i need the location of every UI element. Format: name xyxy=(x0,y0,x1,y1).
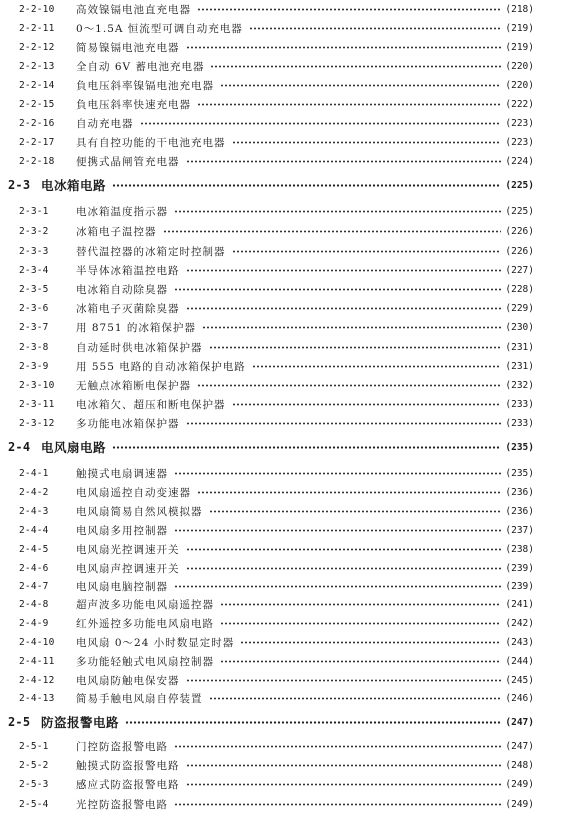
dot-leader xyxy=(232,403,502,406)
toc-entry xyxy=(0,202,562,220)
toc-title: 电风扇简易自然风模拟器 xyxy=(76,505,203,518)
toc-title: 多功能轻触式电风扇控制器 xyxy=(76,655,214,668)
toc-number: 2-2-11 xyxy=(19,22,55,34)
dot-leader xyxy=(220,84,501,87)
toc-title: 电冰箱欠、超压和断电保护器 xyxy=(76,398,226,411)
toc-title: 电风扇光控调速开关 xyxy=(76,543,180,556)
toc-title: 負电压斜率镍镉电池充电器 xyxy=(76,79,214,92)
dot-leader xyxy=(125,721,501,724)
toc-title: 门控防盗报警电路 xyxy=(76,740,168,753)
dot-leader xyxy=(174,803,501,806)
toc-title: 触摸式防盗报警电路 xyxy=(76,759,180,772)
toc-title: 电风扇电脑控制器 xyxy=(76,580,168,593)
dot-leader xyxy=(209,510,502,513)
dot-leader xyxy=(186,783,502,786)
toc-number: 2-3-7 xyxy=(19,321,49,333)
toc-number: 2-2-18 xyxy=(19,155,55,167)
toc-title: 便携式晶闸管充电器 xyxy=(76,155,180,168)
dot-leader xyxy=(186,269,502,272)
toc-title: 电冰箱温度指示器 xyxy=(76,205,168,218)
toc-page-number: (232) xyxy=(505,379,534,391)
toc-entry xyxy=(0,652,562,670)
dot-leader xyxy=(232,141,502,144)
toc-page-number: (226) xyxy=(505,225,534,237)
toc-title: 全自动 6V 蓄电池充电器 xyxy=(76,60,205,73)
dot-leader xyxy=(249,27,502,30)
toc-title: 用 555 电路的自动冰箱保护电路 xyxy=(76,360,246,373)
toc-entry xyxy=(0,222,562,240)
dot-leader xyxy=(140,122,502,125)
toc-title: 光控防盗报警电路 xyxy=(76,798,168,811)
dot-leader xyxy=(186,679,502,682)
toc-number: 2-2-16 xyxy=(19,117,55,129)
dot-leader xyxy=(220,603,501,606)
toc-entry xyxy=(0,261,562,279)
toc-page-number: (219) xyxy=(505,41,534,53)
toc-entry xyxy=(0,737,562,755)
toc-number: 2-2-13 xyxy=(19,60,55,72)
toc-entry xyxy=(0,242,562,260)
dot-leader xyxy=(197,8,501,11)
toc-entry xyxy=(0,152,562,170)
toc-page-number: (249) xyxy=(505,798,534,810)
toc-page-number: (236) xyxy=(505,486,534,498)
toc-entry xyxy=(0,756,562,774)
dot-leader xyxy=(202,326,501,329)
toc-page-number: (235) xyxy=(505,467,534,479)
toc-number: 2-2-17 xyxy=(19,136,55,148)
toc-page-number: (223) xyxy=(505,136,534,148)
toc-number: 2-5-2 xyxy=(19,759,49,771)
dot-leader xyxy=(174,288,501,291)
toc-title: 简易手触电风扇自停装置 xyxy=(76,692,203,705)
toc-title: 电风扇多用控制器 xyxy=(76,524,168,537)
toc-title: 自动充电器 xyxy=(76,117,134,130)
toc-entry xyxy=(0,671,562,689)
dot-leader xyxy=(252,365,502,368)
toc-title: 红外遥控多功能电风扇电路 xyxy=(76,617,214,630)
toc-entry xyxy=(0,299,562,317)
dot-leader xyxy=(197,491,501,494)
toc-entry xyxy=(0,95,562,113)
toc-entry xyxy=(0,595,562,613)
toc-entry xyxy=(0,0,562,18)
toc-page-number: (225) xyxy=(505,205,534,217)
toc-number: 2-4-12 xyxy=(19,674,55,686)
toc-title: 自动延时供电冰箱保护器 xyxy=(76,341,203,354)
dot-leader xyxy=(197,384,501,387)
toc-number: 2-4-4 xyxy=(19,524,49,536)
dot-leader xyxy=(174,472,501,475)
dot-leader xyxy=(197,103,501,106)
toc-entry xyxy=(0,464,562,482)
toc-number: 2-2-12 xyxy=(19,41,55,53)
toc-page-number: (244) xyxy=(505,655,534,667)
toc-number: 2-4-8 xyxy=(19,598,49,610)
dot-leader xyxy=(186,567,502,570)
toc-number: 2-4-11 xyxy=(19,655,55,667)
toc-page-number: (243) xyxy=(505,636,534,648)
toc-title: 电风扇遥控自动变速器 xyxy=(76,486,191,499)
dot-leader xyxy=(220,622,501,625)
toc-title: 电风扇声控调速开关 xyxy=(76,562,180,575)
toc-number: 2-4-10 xyxy=(19,636,55,648)
toc-page-number: (218) xyxy=(505,3,534,15)
toc-page-number: (247) xyxy=(505,740,534,752)
toc-entry xyxy=(0,133,562,151)
toc-page-number: (235) xyxy=(505,441,534,453)
toc-page-number: (228) xyxy=(505,283,534,295)
dot-leader xyxy=(186,160,502,163)
toc-entry xyxy=(0,280,562,298)
toc-number: 2-5-3 xyxy=(19,778,49,790)
toc-number: 2-5-1 xyxy=(19,740,49,752)
toc-number: 2-3-3 xyxy=(19,245,49,257)
toc-entry xyxy=(0,502,562,520)
toc-page-number: (248) xyxy=(505,759,534,771)
toc-title: 电风扇防触电保安器 xyxy=(76,674,180,687)
toc-entry xyxy=(0,483,562,501)
toc-number: 2-5 xyxy=(8,715,31,729)
toc-title: 多功能电冰箱保护器 xyxy=(76,417,180,430)
toc-title: 冰箱电子温控器 xyxy=(76,225,157,238)
toc-title: 简易镍镉电池充电器 xyxy=(76,41,180,54)
toc-page-number: (226) xyxy=(505,245,534,257)
toc-page-number: (224) xyxy=(505,155,534,167)
toc-number: 2-4-9 xyxy=(19,617,49,629)
dot-leader xyxy=(186,764,502,767)
dot-leader xyxy=(220,660,501,663)
toc-entry xyxy=(0,114,562,132)
toc-entry xyxy=(0,76,562,94)
toc-entry xyxy=(0,19,562,37)
toc-number: 2-3-4 xyxy=(19,264,49,276)
dot-leader xyxy=(209,697,502,700)
toc-title: 电冰箱自动除臭器 xyxy=(76,283,168,296)
toc-entry xyxy=(0,318,562,336)
toc-page-number: (223) xyxy=(505,117,534,129)
toc-number: 2-3-6 xyxy=(19,302,49,314)
toc-entry xyxy=(0,521,562,539)
dot-leader xyxy=(174,745,501,748)
toc-entry xyxy=(0,559,562,577)
toc-number: 2-4-1 xyxy=(19,467,49,479)
toc-title: 用 8751 的冰箱保护器 xyxy=(76,321,196,334)
toc-page-number: (227) xyxy=(505,264,534,276)
toc-entry xyxy=(0,689,562,707)
toc-page-number: (241) xyxy=(505,598,534,610)
toc-section-heading xyxy=(0,711,562,733)
toc-entry xyxy=(0,795,562,813)
toc-page-number: (242) xyxy=(505,617,534,629)
toc-title: 0～1.5A 恒流型可调自动充电器 xyxy=(76,22,243,35)
toc-title: 电风扇 0～24 小时数显定时器 xyxy=(76,636,235,649)
toc-page-number: (220) xyxy=(505,79,534,91)
toc-entry xyxy=(0,38,562,56)
toc-number: 2-4-5 xyxy=(19,543,49,555)
toc-page-number: (229) xyxy=(505,302,534,314)
toc-page-number: (246) xyxy=(505,692,534,704)
dot-leader xyxy=(240,641,501,644)
toc-entry xyxy=(0,614,562,632)
dot-leader xyxy=(186,548,502,551)
toc-page-number: (245) xyxy=(505,674,534,686)
toc-entry xyxy=(0,414,562,432)
dot-leader xyxy=(186,307,502,310)
dot-leader xyxy=(112,184,501,187)
dot-leader xyxy=(163,230,502,233)
toc-page-number: (230) xyxy=(505,321,534,333)
toc-title: 冰箱电子灭菌除臭器 xyxy=(76,302,180,315)
toc-number: 2-4-3 xyxy=(19,505,49,517)
toc-entry xyxy=(0,357,562,375)
toc-title: 触摸式电扇调速器 xyxy=(76,467,168,480)
toc-number: 2-2-10 xyxy=(19,3,55,15)
dot-leader xyxy=(174,585,501,588)
toc-entry xyxy=(0,338,562,356)
toc-number: 2-3-8 xyxy=(19,341,49,353)
toc-number: 2-4 xyxy=(8,440,31,454)
toc-number: 2-3-1 xyxy=(19,205,49,217)
toc-title: 高效镍镉电池直充电器 xyxy=(76,3,191,16)
toc-number: 2-3-11 xyxy=(19,398,55,410)
dot-leader xyxy=(232,250,502,253)
toc-page-number: (220) xyxy=(505,60,534,72)
toc-title: 防盗报警电路 xyxy=(41,715,120,730)
dot-leader xyxy=(209,346,502,349)
toc-page-number: (231) xyxy=(505,360,534,372)
toc-page-number: (233) xyxy=(505,398,534,410)
toc-page-number: (236) xyxy=(505,505,534,517)
toc-page-number: (233) xyxy=(505,417,534,429)
toc-entry xyxy=(0,633,562,651)
dot-leader xyxy=(186,422,502,425)
toc-page-number: (222) xyxy=(505,98,534,110)
toc-title: 感应式防盗报警电路 xyxy=(76,778,180,791)
toc-page-number: (239) xyxy=(505,580,534,592)
dot-leader xyxy=(210,65,501,68)
toc-number: 2-3-2 xyxy=(19,225,49,237)
toc-title: 具有自控功能的干电池充电器 xyxy=(76,136,226,149)
toc-page-number: (239) xyxy=(505,562,534,574)
toc-number: 2-3-5 xyxy=(19,283,49,295)
toc-section-heading xyxy=(0,436,562,458)
toc-number: 2-2-15 xyxy=(19,98,55,110)
dot-leader xyxy=(174,529,501,532)
dot-leader xyxy=(186,46,502,49)
toc-title: 电冰箱电路 xyxy=(41,178,107,193)
toc-number: 2-5-4 xyxy=(19,798,49,810)
toc-page-number: (225) xyxy=(505,179,534,191)
toc-title: 半导体冰箱温控电路 xyxy=(76,264,180,277)
toc-number: 2-4-6 xyxy=(19,562,49,574)
toc-title: 替代温控器的冰箱定时控制器 xyxy=(76,245,226,258)
toc-number: 2-4-13 xyxy=(19,692,55,704)
toc-number: 2-3-10 xyxy=(19,379,55,391)
toc-entry xyxy=(0,540,562,558)
toc-page-number: (219) xyxy=(505,22,534,34)
toc-page-number: (238) xyxy=(505,543,534,555)
toc-page-number: (237) xyxy=(505,524,534,536)
toc-number: 2-3-12 xyxy=(19,417,55,429)
toc-title: 电风扇电路 xyxy=(41,440,107,455)
toc-number: 2-4-7 xyxy=(19,580,49,592)
toc-number: 2-3-9 xyxy=(19,360,49,372)
dot-leader xyxy=(174,210,501,213)
toc-page-number: (231) xyxy=(505,341,534,353)
toc-entry xyxy=(0,577,562,595)
toc-page-number: (247) xyxy=(505,716,534,728)
toc-entry xyxy=(0,395,562,413)
toc-page-number: (249) xyxy=(505,778,534,790)
toc-title: 无触点冰箱断电保护器 xyxy=(76,379,191,392)
toc-number: 2-2-14 xyxy=(19,79,55,91)
toc-number: 2-4-2 xyxy=(19,486,49,498)
toc-title: 超声波多功能电风扇遥控器 xyxy=(76,598,214,611)
dot-leader xyxy=(112,446,501,449)
toc-title: 負电压斜率快速充电器 xyxy=(76,98,191,111)
toc-entry xyxy=(0,775,562,793)
toc-section-heading xyxy=(0,174,562,196)
toc-entry xyxy=(0,376,562,394)
toc-number: 2-3 xyxy=(8,178,31,192)
toc-entry xyxy=(0,57,562,75)
